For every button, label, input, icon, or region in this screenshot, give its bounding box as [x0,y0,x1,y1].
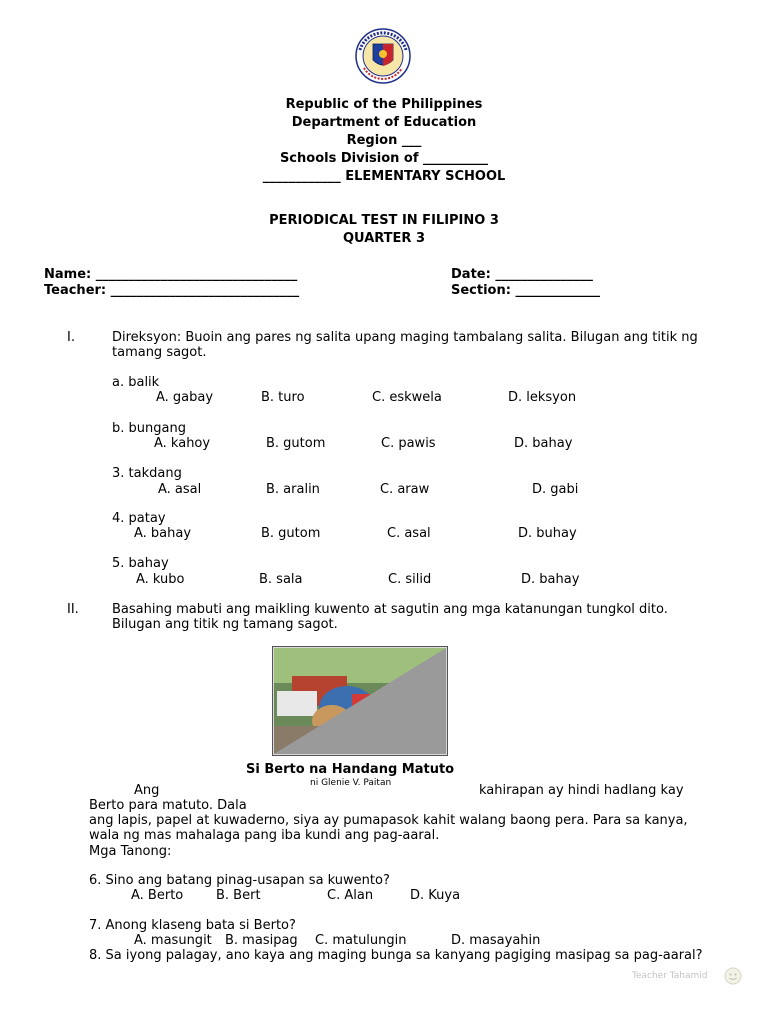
department-heading: Department of Education [291,115,477,130]
question-stem: a. balik [112,375,160,390]
choice-a: A. kubo [136,572,185,587]
question-7: 7. Anong klaseng bata si Berto? [89,918,296,933]
choice-b: B. gutom [261,526,321,541]
part1-directions-line2: tamang sagot. [112,345,207,360]
choice-a: A. asal [158,482,202,497]
division-heading: Schools Division of __________ [279,151,489,166]
region-heading: Region ___ [346,133,422,148]
name-field: Name: _______________________________ [44,267,298,282]
q6-choice-a: A. Berto [131,888,184,903]
choice-d: D. gabi [532,482,579,497]
q6-choice-d: D. Kuya [410,888,461,903]
question-stem: 5. bahay [112,556,169,571]
quarter-title: QUARTER 3 [342,231,426,246]
choice-d: D. leksyon [508,390,577,405]
part1-directions-line1: Direksyon: Buoin ang pares ng salita upang maging tambalang salita. Bilugan ang titik ng [112,330,698,345]
story-text-line1-start: Ang [134,783,160,798]
q7-choice-a: A. masungit [134,933,212,948]
choice-c: C. pawis [381,436,436,451]
choice-c: C. asal [387,526,431,541]
part1-numeral: I. [67,330,75,345]
test-title: PERIODICAL TEST IN FILIPINO 3 [269,213,499,228]
choice-c: C. eskwela [372,390,442,405]
choice-b: B. turo [261,390,305,405]
q7-choice-b: B. masipag [225,933,298,948]
choice-d: D. buhay [518,526,577,541]
choice-c: C. araw [380,482,430,497]
republic-heading: Republic of the Philippines [285,97,483,112]
section-field: Section: _____________ [451,283,600,298]
question-stem: 3. takdang [112,466,182,481]
date-field: Date: _______________ [451,267,593,282]
choice-b: B. sala [259,572,303,587]
choice-b: B. aralin [266,482,320,497]
question-stem: 4. patay [112,511,166,526]
question-8: 8. Sa iyong palagay, ano kaya ang maging bunga sa kanyang pagiging masipag sa pag-aaral? [89,948,703,963]
story-title: Si Berto na Handang Matuto [246,762,455,777]
q7-choice-d: D. masayahin [451,933,541,948]
choice-a: A. kahoy [154,436,211,451]
part2-directions-line1: Basahing mabuti ang maikling kuwento at sagutin ang mga katanungan tungkol dito. [112,602,668,617]
school-heading: ____________ ELEMENTARY SCHOOL [262,169,506,184]
part2-numeral: II. [67,602,79,617]
choice-c: C. silid [388,572,432,587]
question-6: 6. Sino ang batang pinag-usapan sa kuwento? [89,873,390,888]
deped-seal-logo [348,28,418,84]
questions-label: Mga Tanong: [89,844,172,859]
story-text-line3: ang lapis, papel at kuwaderno, siya ay pumapasok kahit walang baong pera. Para sa kanya, [89,813,688,828]
part2-directions-line2: Bilugan ang titik ng tamang sagot. [112,617,338,632]
teacher-field: Teacher: _____________________________ [44,283,300,298]
choice-a: A. bahay [134,526,192,541]
choice-a: A. gabay [156,390,214,405]
choice-d: D. bahay [521,572,580,587]
q6-choice-b: B. Bert [216,888,261,903]
story-text-line1-end: kahirapan ay hindi hadlang kay [479,783,684,798]
q7-choice-c: C. matulungin [315,933,407,948]
choice-d: D. bahay [514,436,573,451]
story-text-line2: Berto para matuto. Dala [89,798,247,813]
story-author: ni Glenie V. Paitan [310,778,392,788]
story-text-line4: wala ng mas mahalaga pang iba kundi ang pag-aaral. [89,828,440,843]
smiley-icon [724,967,742,985]
watermark-text: Teacher Tahamid [632,971,708,981]
story-photo [272,646,448,756]
q6-choice-c: C. Alan [327,888,374,903]
question-stem: b. bungang [112,421,186,436]
choice-b: B. gutom [266,436,326,451]
